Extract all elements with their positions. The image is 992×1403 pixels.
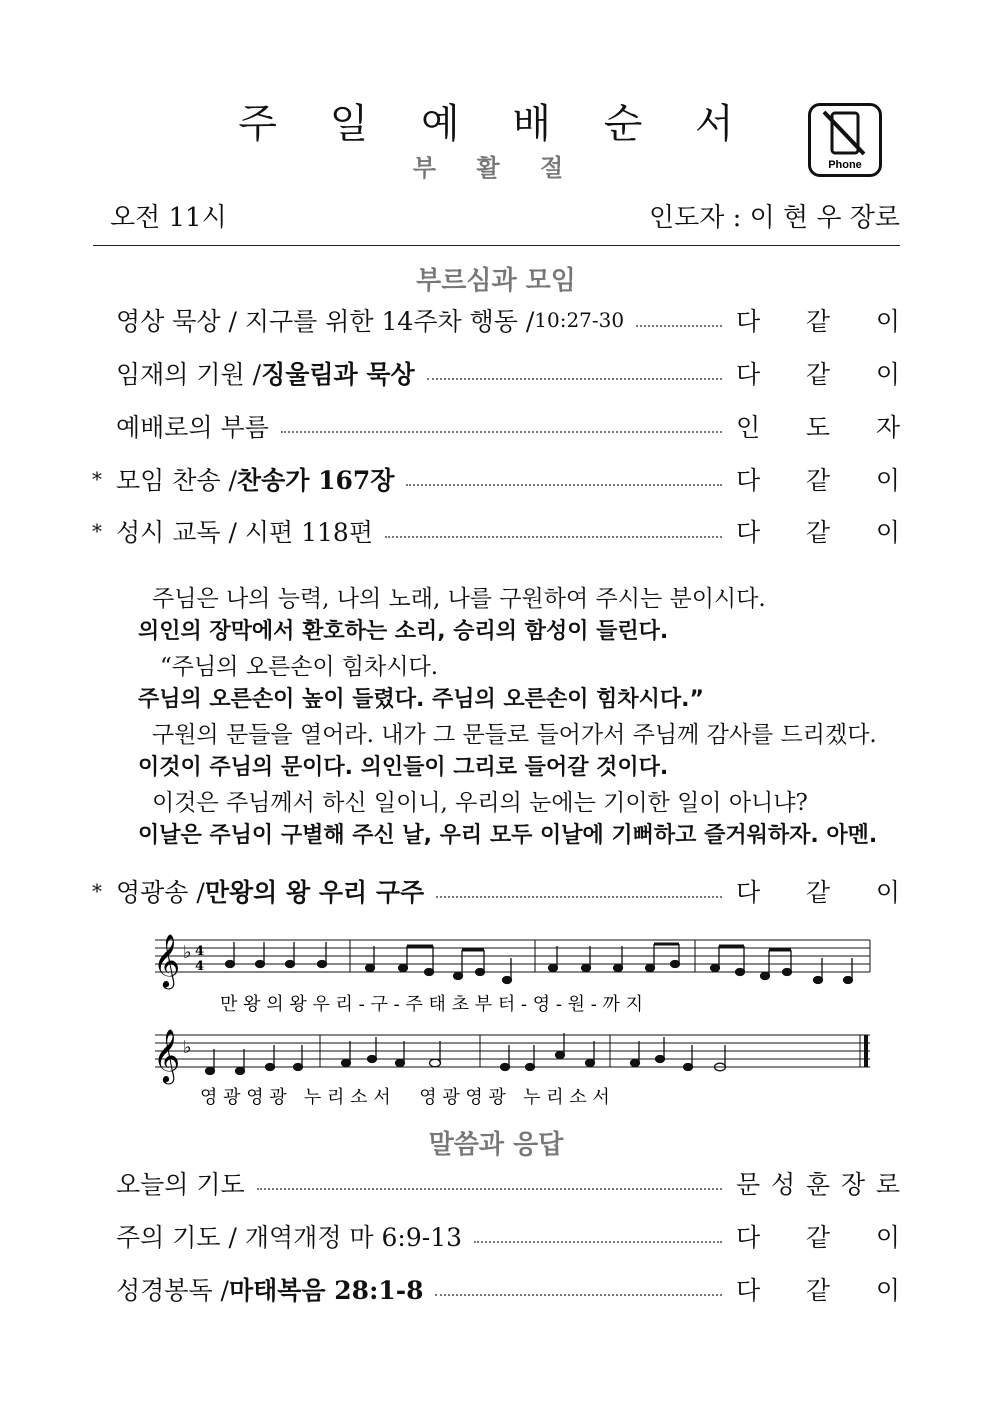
- lyrics-line-1: 만 왕 의 왕 우 리 - 구 - 주 태 초 부 터 - 영 - 원 - 까 지: [220, 994, 644, 1015]
- item-bold: 만왕의 왕 우리 구주: [204, 878, 425, 907]
- treble-clef-icon: 𝄞: [153, 1028, 181, 1082]
- item-bold: 마태복음 28:1-8: [228, 1276, 424, 1305]
- standing-mark: *: [92, 519, 102, 543]
- music-staff-2: [150, 1025, 880, 1110]
- phone-label: Phone: [828, 159, 862, 171]
- item-text: 예배로의 부름: [116, 413, 269, 442]
- order-item: [92, 301, 900, 339]
- music-staff-1: [150, 930, 880, 1015]
- header-divider: [93, 245, 900, 246]
- psalm-line: 주님은 나의 능력, 나의 노래, 나를 구원하여 주시는 분이시다.: [152, 586, 766, 612]
- treble-clef-icon: 𝄞: [153, 933, 181, 987]
- leader-dots: [435, 1294, 722, 1296]
- order-item: [92, 1270, 900, 1308]
- item-bold: 징울림과 묵상: [261, 360, 415, 389]
- leader-dots: [406, 484, 722, 486]
- leader-dots: [427, 378, 722, 380]
- order-item: [92, 407, 900, 445]
- item-text: 성경봉독 /: [116, 1276, 229, 1305]
- lyrics-line-2: 영 광 영 광 누 리 소 서 영 광 영 광 누 리 소 서: [200, 1087, 610, 1108]
- responder: 다 같 이: [736, 518, 900, 547]
- responder: 인 도 자: [736, 413, 900, 442]
- leader: 인도자 : 이 현 우 장로: [648, 203, 900, 233]
- section-word: 말씀과 응답: [428, 1130, 564, 1160]
- leader-dots: [474, 1241, 722, 1243]
- leader-dots: [385, 536, 722, 538]
- notes-line-2: [206, 1033, 726, 1075]
- order-item: [92, 1164, 900, 1202]
- order-item: [92, 512, 900, 550]
- item-text: 모임 찬송 /: [116, 466, 237, 495]
- item-text: 오늘의 기도: [116, 1170, 245, 1199]
- leader-dots: [257, 1188, 722, 1190]
- order-item: [92, 460, 900, 498]
- flat-icon: ♭: [183, 942, 192, 963]
- order-item: [92, 872, 900, 910]
- psalm-line: 주님의 오른손이 높이 들렸다. 주님의 오른손이 힘차시다.”: [138, 687, 704, 712]
- page-subtitle: 부 활 절: [412, 154, 580, 182]
- item-text: 성시 교독 / 시편 118편: [116, 518, 373, 547]
- leader-dots: [636, 325, 722, 327]
- psalm-line: 의인의 장막에서 환호하는 소리, 승리의 함성이 들린다.: [138, 619, 669, 644]
- responder: 다 같 이: [736, 1223, 900, 1252]
- item-text: 주의 기도 / 개역개정 마 6:9-13: [116, 1223, 463, 1252]
- standing-mark: *: [92, 879, 102, 903]
- svg-text:4: 4: [195, 959, 205, 974]
- leader-dots: [436, 896, 722, 898]
- standing-mark: *: [92, 467, 102, 491]
- item-text: 임재의 기원 /: [116, 360, 262, 389]
- svg-text:4: 4: [195, 944, 205, 959]
- item-reference: 10:27-30: [534, 308, 625, 332]
- section-gathering: 부르심과 모임: [416, 266, 576, 296]
- page-title: 주 일 예 배 순 서: [238, 101, 754, 147]
- order-item: [92, 354, 900, 392]
- psalm-line: 구원의 문들을 열어라. 내가 그 문들로 들어가서 주님께 감사를 드리겠다.: [152, 722, 877, 748]
- item-bold: 찬송가 167장: [236, 466, 395, 495]
- leader-dots: [281, 431, 722, 433]
- psalm-line: 이것은 주님께서 하신 일이니, 우리의 눈에는 기이한 일이 아니냐?: [152, 790, 808, 816]
- order-item: [92, 1217, 900, 1255]
- psalm-line: “주님의 오른손이 힘차시다.: [160, 654, 439, 680]
- item-text: 영광송 /: [116, 878, 205, 907]
- psalm-line: 이날은 주님이 구별해 주신 날, 우리 모두 이날에 기뻐하고 즐거워하자. 아멘.: [138, 823, 878, 848]
- flat-icon: ♭: [183, 1037, 192, 1058]
- responder: 문 성 훈 장 로: [736, 1170, 900, 1199]
- responder: 다 같 이: [736, 466, 900, 495]
- service-time: 오전 11시: [110, 203, 227, 233]
- item-text: 영상 묵상 / 지구를 위한 14주차 행동 /: [116, 307, 535, 336]
- responder: 다 같 이: [736, 360, 900, 389]
- responder: 다 같 이: [736, 307, 900, 336]
- responder: 다 같 이: [736, 878, 900, 907]
- psalm-line: 이것이 주님의 문이다. 의인들이 그리로 들어갈 것이다.: [138, 755, 669, 780]
- no-phone-icon: [808, 103, 882, 177]
- responder: 다 같 이: [736, 1276, 900, 1305]
